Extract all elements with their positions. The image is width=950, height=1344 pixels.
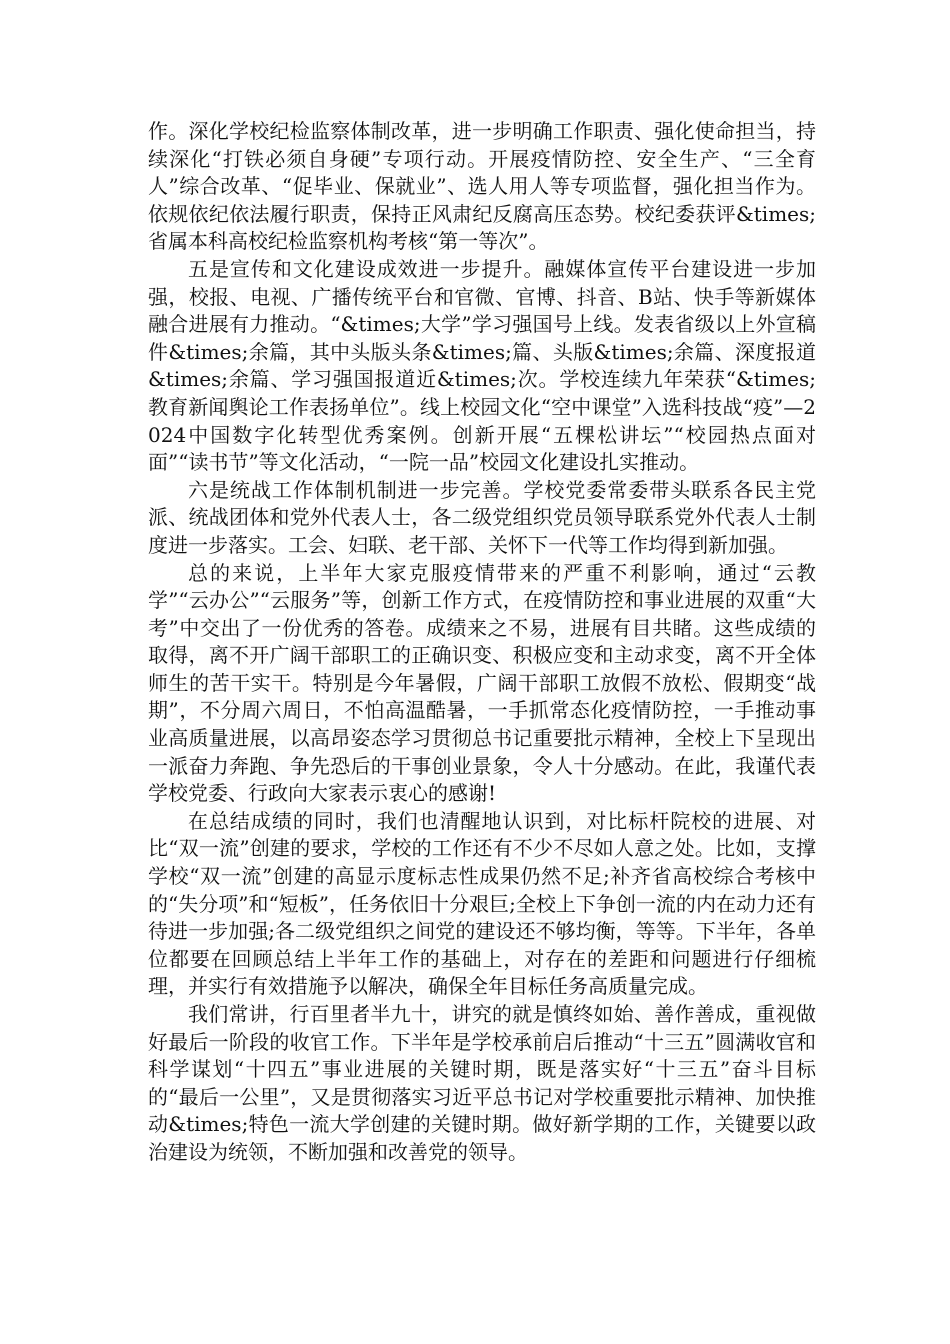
paragraph-united-front: 六是统战工作体制机制进一步完善。学校党委常委带头联系各民主党派、统战团体和党外代表人士，各二级党组织党员领导联系党外代表人士制度进一步落实。工会、妇联、老干部、关怀下一代等工作均得到新加强。 bbox=[148, 477, 816, 557]
paragraph-second-half: 我们常讲，行百里者半九十，讲究的就是慎终如始、善作善成，重视做好最后一阶段的收官工作。下半年是学校承前启后推动“十三五”圆满收官和科学谋划“十四五”事业进展的关键时期，既是落实好“十三五”奋斗目标的“最后一公里”，又是贯彻落实习近平总书记对学校重要批示精神、加快推动&times;特色一流大学创建的关键时期。做好新学期的工作，关键要以政治建设为统领，不断加强和改善党的领导。 bbox=[148, 1002, 816, 1164]
paragraph-shortcomings: 在总结成绩的同时，我们也清醒地认识到，对比标杆院校的进展、对比“双一流”创建的要求，学校的工作还有不少不尽如人意之处。比如，支撑学校“双一流”创建的高显示度标志性成果仍然不足;补齐省高校综合考核中的“失分项”和“短板”，任务依旧十分艰巨;全校上下争创一流的内在动力还有待进一步加强;各二级党组织之间党的建设还不够均衡，等等。下半年，各单位都要在回顾总结上半年工作的基础上，对存在的差距和问题进行仔细梳理，并实行有效措施予以解决，确保全年目标任务高质量完成。 bbox=[148, 808, 816, 999]
paragraph-publicity-culture: 五是宣传和文化建设成效进一步提升。融媒体宣传平台建设进一步加强，校报、电视、广播传统平台和官微、官博、抖音、B站、快手等新媒体融合进展有力推动。“&times;大学”学习强国号上线。发表省级以上外宣稿件&times;余篇，其中头版头条&times;篇、头版&times;余篇、深度报道&times;余篇、学习强国报道近&times;次。学校连续九年荣获“&times;教育新闻舆论工作表扬单位”。线上校园文化“空中课堂”入选科技战“疫”—2024中国数字化转型优秀案例。创新开展“五棵松讲坛”“校园热点面对面”“读书节”等文化活动，“一院一品”校园文化建设扎实推动。 bbox=[148, 256, 816, 475]
paragraph-summary: 总的来说，上半年大家克服疫情带来的严重不利影响，通过“云教学”“云办公”“云服务”等，创新工作方式，在疫情防控和事业进展的双重“大考”中交出了一份优秀的答卷。成绩来之不易，进展有目共睹。这些成绩的取得，离不开广阔干部职工的正确识变、积极应变和主动求变，离不开全体师生的苦干实干。特别是今年暑假，广阔干部职工放假不放松、假期变“战期”，不分周六周日，不怕高温酷暑，一手抓常态化疫情防控，一手推动事业高质量进展，以高昂姿态学习贯彻总书记重要批示精神，全校上下呈现出一派奋力奔跑、争先恐后的干事创业景象，令人十分感动。在此，我谨代表学校党委、行政向大家表示衷心的感谢! bbox=[148, 560, 816, 806]
document-page bbox=[148, 118, 816, 1167]
paragraph-discipline-inspection: 作。深化学校纪检监察体制改革，进一步明确工作职责、强化使命担当，持续深化“打铁必须自身硬”专项行动。开展疫情防控、安全生产、“三全育人”综合改革、“促毕业、保就业”、选人用人等专项监督，强化担当作为。依规依纪依法履行职责，保持正风肃纪反腐高压态势。校纪委获评&times;省属本科高校纪检监察机构考核“第一等次”。 bbox=[148, 119, 816, 254]
